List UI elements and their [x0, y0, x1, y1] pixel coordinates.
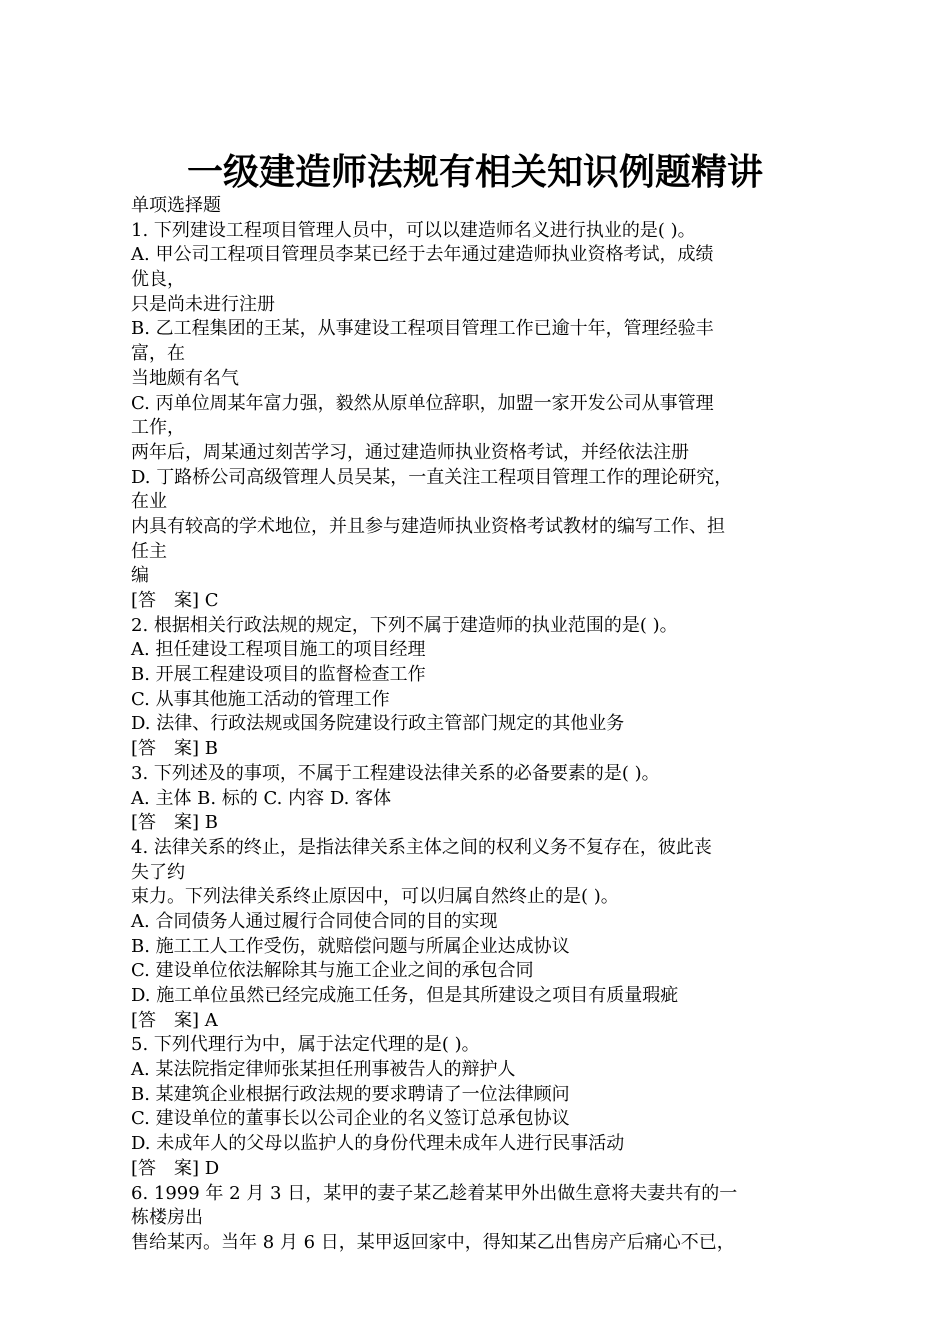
text-line: B. 开展工程建设项目的监督检查工作	[131, 664, 426, 686]
text-line: 内具有较高的学术地位，并且参与建造师执业资格考试教材的编写工作、担	[131, 515, 725, 537]
text-line: C. 建设单位的董事长以公司企业的名义签订总承包协议	[131, 1108, 570, 1130]
text-line: 3. 下列述及的事项，不属于工程建设法律关系的必备要素的是( )。	[131, 762, 660, 784]
text-line: A. 甲公司工程项目管理员李某已经于去年通过建造师执业资格考试，成绩	[131, 244, 714, 266]
text-line: 售给某丙。当年 8 月 6 日，某甲返回家中，得知某乙出售房产后痛心不已，	[131, 1231, 735, 1253]
text-line: B. 施工工人工作受伤，就赔偿问题与所属企业达成协议	[131, 935, 570, 957]
text-line: A. 合同债务人通过履行合同使合同的目的实现	[131, 910, 498, 932]
text-line: 工作，	[131, 417, 185, 439]
text-line: C. 从事其他施工活动的管理工作	[131, 688, 390, 710]
text-line: 6. 1999 年 2 月 3 日，某甲的妻子某乙趁着某甲外出做生意将夫妻共有的一	[131, 1182, 738, 1204]
text-line: 富，在	[131, 343, 185, 365]
text-line: D. 丁路桥公司高级管理人员吴某，一直关注工程项目管理工作的理论研究，	[131, 466, 733, 488]
text-line: 两年后，周某通过刻苦学习，通过建造师执业资格考试，并经依法注册	[131, 441, 689, 463]
text-line: 优良，	[131, 269, 185, 291]
document-body	[131, 194, 821, 1256]
text-line: A. 某法院指定律师张某担任刑事被告人的辩护人	[131, 1059, 516, 1081]
document-title: 一级建造师法规有相关知识例题精讲	[186, 151, 763, 193]
text-line: 1. 下列建设工程项目管理人员中，可以以建造师名义进行执业的是( )。	[131, 219, 696, 241]
text-line: 在业	[131, 491, 167, 513]
text-line: B. 乙工程集团的王某，从事建设工程项目管理工作已逾十年，管理经验丰	[131, 318, 714, 340]
text-line: [答 案] B	[131, 738, 218, 760]
text-line: [答 案] A	[131, 1009, 218, 1031]
text-line: D. 法律、行政法规或国务院建设行政主管部门规定的其他业务	[131, 713, 625, 735]
text-line: 编	[131, 565, 149, 587]
text-line: 只是尚未进行注册	[131, 293, 275, 315]
text-line: 当地颇有名气	[131, 367, 239, 389]
text-line: C. 丙单位周某年富力强，毅然从原单位辞职，加盟一家开发公司从事管理	[131, 392, 714, 414]
text-line: 束力。下列法律关系终止原因中，可以归属自然终止的是( )。	[131, 886, 619, 908]
text-line: 2. 根据相关行政法规的规定，下列不属于建造师的执业范围的是( )。	[131, 614, 678, 636]
text-line: A. 主体 B. 标的 C. 内容 D. 客体	[131, 787, 392, 809]
text-line: [答 案] B	[131, 812, 218, 834]
text-line: [答 案] D	[131, 1157, 220, 1179]
text-line: D. 未成年人的父母以监护人的身份代理未成年人进行民事活动	[131, 1133, 625, 1155]
text-line: 5. 下列代理行为中，属于法定代理的是( )。	[131, 1034, 480, 1056]
text-line: 失了约	[131, 861, 185, 883]
text-line: 栋楼房出	[131, 1207, 203, 1229]
text-line: 单项选择题	[131, 195, 221, 216]
text-line: 4. 法律关系的终止，是指法律关系主体之间的权利义务不复存在，彼此丧	[131, 836, 712, 858]
text-line: A. 担任建设工程项目施工的项目经理	[131, 639, 426, 661]
text-line: [答 案] C	[131, 590, 219, 611]
text-line: B. 某建筑企业根据行政法规的要求聘请了一位法律顾问	[131, 1083, 570, 1105]
text-line: D. 施工单位虽然已经完成施工任务，但是其所建设之项目有质量瑕疵	[131, 985, 679, 1006]
text-line: C. 建设单位依法解除其与施工企业之间的承包合同	[131, 960, 534, 982]
text-line: 任主	[131, 540, 167, 562]
